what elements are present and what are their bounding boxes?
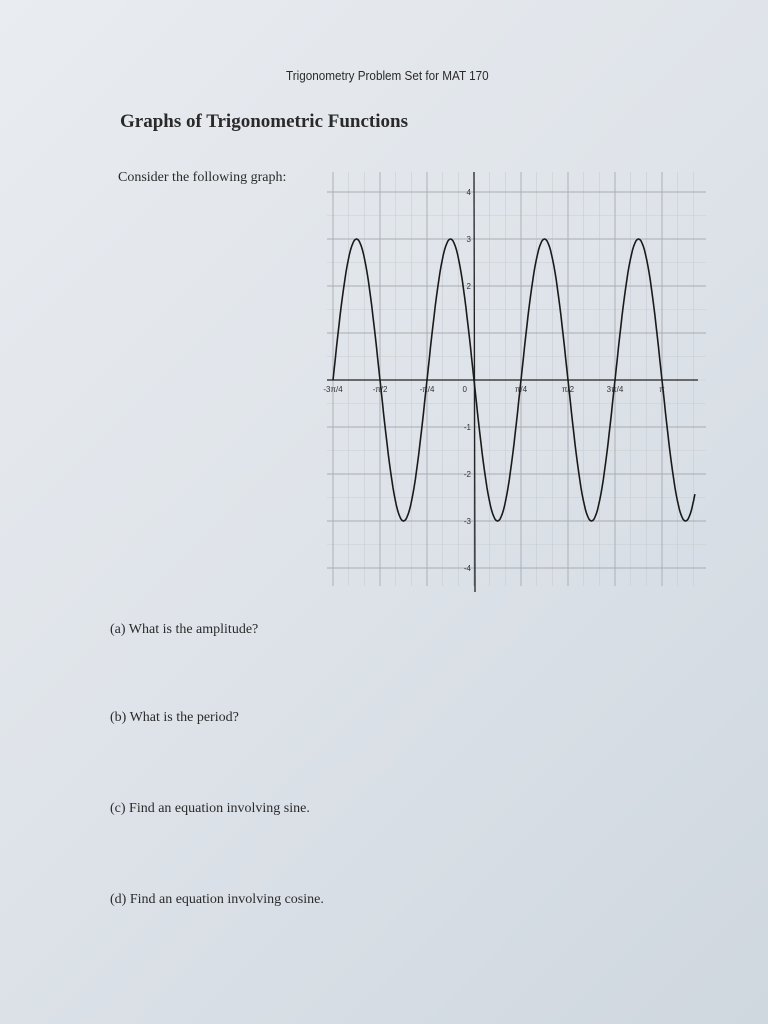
x-tick-label: 0 [462, 385, 467, 394]
x-tick-label: -π/4 [419, 385, 435, 394]
y-tick-label: -2 [463, 470, 471, 479]
y-tick-label: 3 [466, 235, 471, 244]
section-title: Graphs of Trigonometric Functions [120, 111, 408, 132]
y-tick-label: -1 [463, 423, 471, 432]
x-tick-label: π/4 [514, 385, 528, 394]
question-c: (c) Find an equation involving sine. [110, 801, 310, 816]
x-tick-label: π [659, 385, 665, 394]
page-header: Trigonometry Problem Set for MAT 170 [286, 68, 489, 83]
y-tick-label: -4 [463, 564, 471, 573]
x-tick-label: 3π/4 [606, 385, 624, 394]
x-tick-label: π/2 [561, 385, 575, 394]
x-tick-label: -3π/4 [323, 385, 343, 394]
question-b: (b) What is the period? [110, 710, 239, 725]
x-tick-label: -π/2 [372, 385, 388, 394]
y-tick-label: -3 [463, 517, 471, 526]
y-tick-label: 2 [466, 282, 471, 291]
question-a: (a) What is the amplitude? [110, 622, 259, 637]
y-tick-label: 4 [466, 188, 471, 197]
question-d: (d) Find an equation involving cosine. [110, 892, 324, 907]
graph-prompt: Consider the following graph: [118, 170, 287, 185]
